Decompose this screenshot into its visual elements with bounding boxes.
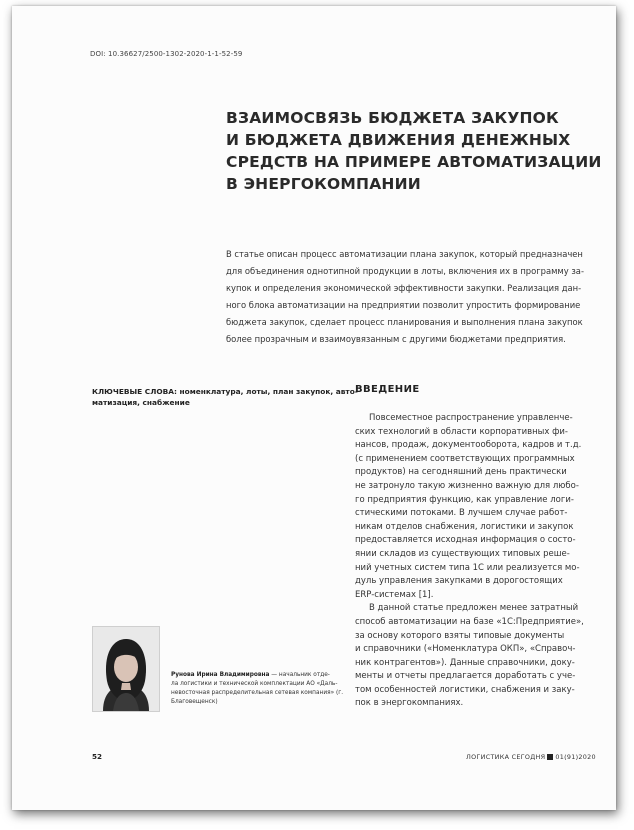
author-line: ла логистики и технической комплектации АО «Даль- <box>171 681 338 687</box>
author-line: — начальник отде- <box>269 672 330 678</box>
abstract-line: бюджета закупок, сделает процесс планирования и выполнения плана закупок <box>226 317 583 327</box>
body-line: янии складов из существующих типовых реше- <box>355 548 570 559</box>
abstract-line: В статье описан процесс автоматизации плана закупок, который предназначен <box>226 249 583 259</box>
body-line: го предприятия функцию, как управление логи- <box>355 494 574 505</box>
body-line: способ автоматизации на базе «1С:Предприятие», <box>355 616 584 627</box>
body-line: ний учетных систем типа 1С или реализуется мо- <box>355 562 580 573</box>
body-line: стическими потоками. В лучшем случае работ- <box>355 508 568 519</box>
article-title <box>226 107 602 195</box>
body-line: и справочники («Номенклатура ОКП», «Справоч- <box>355 644 576 655</box>
title-line: СРЕДСТВ НА ПРИМЕРЕ АВТОМАТИЗАЦИИ <box>226 153 602 171</box>
body-line: не затронуло такую жизненно важную для любо- <box>355 480 579 491</box>
keywords-line: КЛЮЧЕВЫЕ СЛОВА: номенклатура, лоты, план закупок, авто- <box>92 387 358 396</box>
abstract <box>226 246 608 348</box>
journal-page <box>12 6 616 810</box>
author-portrait-drawing <box>93 627 159 711</box>
body-line: продуктов) на сегодняшний день практически <box>355 467 567 478</box>
title-line: В ЭНЕРГОКОМПАНИИ <box>226 175 421 193</box>
body-text <box>355 412 605 711</box>
abstract-line: для объединения однотипной продукции в лоты, включения их в программу за- <box>226 266 584 276</box>
title-line: ВЗАИМОСВЯЗЬ БЮДЖЕТА ЗАКУПОК <box>226 109 559 127</box>
author-line: невосточная распределительная сетевая компания» (г. <box>171 690 344 696</box>
doi-label: DOI: 10.36627/2500-1302-2020-1-1-52-59 <box>90 50 243 58</box>
section-heading: ВВЕДЕНИЕ <box>355 384 420 395</box>
body-line: том особенностей логистики, снабжения и заку- <box>355 684 575 695</box>
abstract-line: ного блока автоматизации на предприятии позволит упростить формирование <box>226 300 581 310</box>
body-line: ERP-системах [1]. <box>355 589 434 600</box>
body-line: за основу которого взяты типовые документы <box>355 630 565 641</box>
body-line: ник контрагентов»). Данные справочники, доку- <box>355 657 575 668</box>
journal-issue: 01(91)2020 <box>555 753 596 761</box>
square-marker-icon <box>547 754 553 760</box>
body-line: дуль управления закупками в дорогостоящих <box>355 576 563 587</box>
journal-name: ЛОГИСТИКА СЕГОДНЯ <box>466 753 546 761</box>
body-line: предоставляется исходная информация о состо- <box>355 535 576 546</box>
body-line: нансов, продаж, документооборота, кадров и т.д. <box>355 440 582 451</box>
author-portrait-photo <box>92 626 160 712</box>
body-line: пок в энергокомпаниях. <box>355 698 464 709</box>
abstract-line: купок и определения экономической эффективности закупки. Реализация дан- <box>226 283 582 293</box>
body-line: менты и отчеты предлагается доработать с уче- <box>355 671 576 682</box>
title-line: И БЮДЖЕТА ДВИЖЕНИЯ ДЕНЕЖНЫХ <box>226 131 571 149</box>
author-info <box>171 671 344 707</box>
journal-footer <box>466 753 596 761</box>
author-name: Рунова Ирина Владимировна <box>171 672 270 678</box>
abstract-line: более прозрачным и взаимоувязанным с другими бюджетами предприятия. <box>226 334 566 344</box>
body-line: ских технологий в области корпоративных фи- <box>355 426 568 437</box>
keywords <box>92 386 358 408</box>
keywords-line: матизация, снабжение <box>92 398 190 407</box>
page-number: 52 <box>92 752 103 761</box>
body-line: (с применением соответствующих программных <box>355 453 575 464</box>
author-line: Благовещенск) <box>171 699 218 705</box>
body-line: В данной статье предложен менее затратный <box>369 603 579 614</box>
body-line: Повсеместное распространение управленче- <box>369 413 573 423</box>
body-line: никам отделов снабжения, логистики и закупок <box>355 521 574 532</box>
